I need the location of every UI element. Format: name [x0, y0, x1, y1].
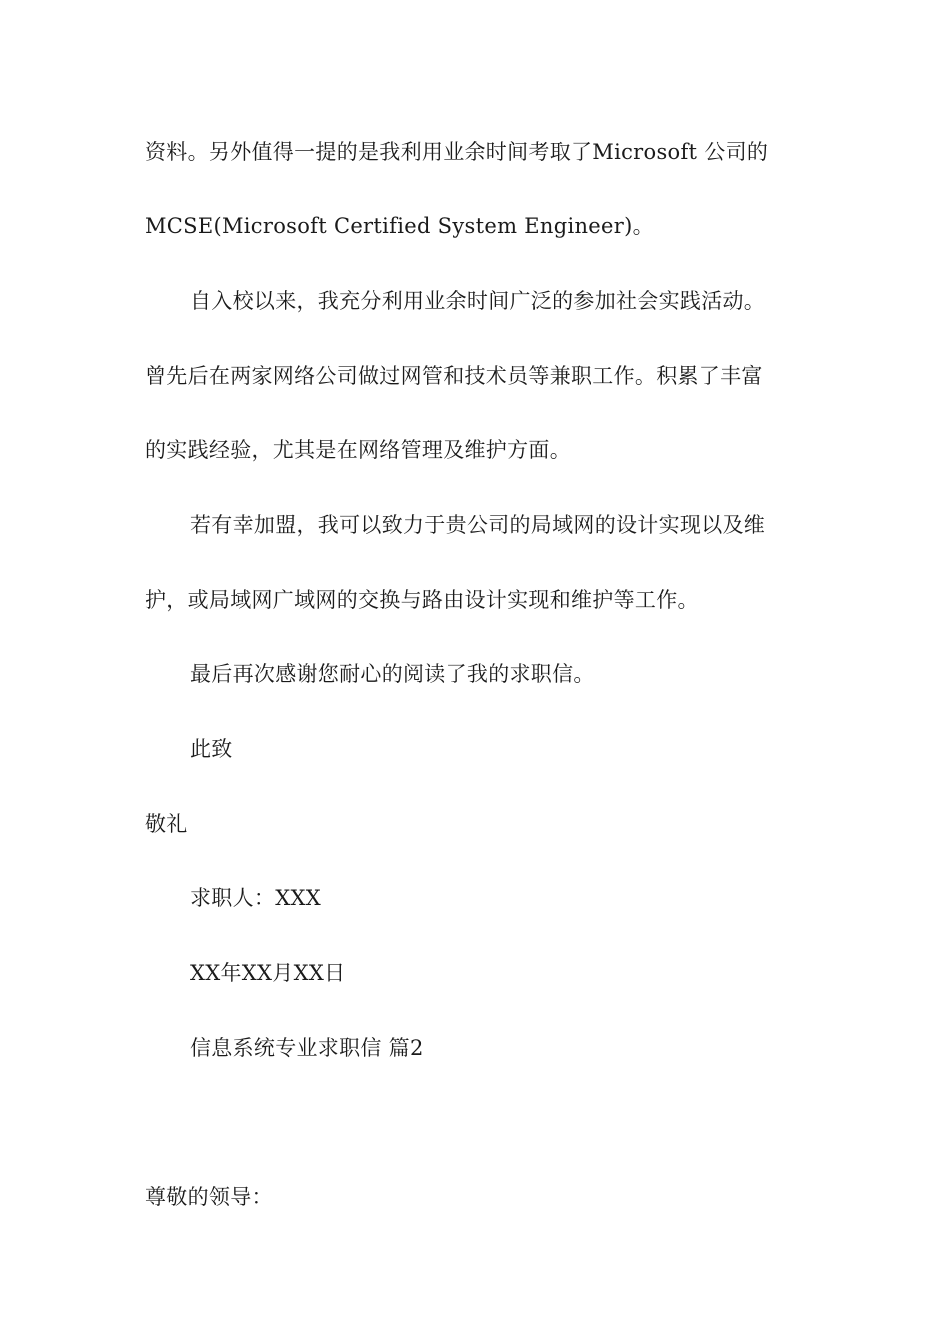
paragraph-line: 资料。另外值得一提的是我利用业余时间考取了Microsoft 公司的: [145, 140, 769, 164]
section-title: 信息系统专业求职信 篇2: [190, 1036, 424, 1060]
letter-greeting: 尊敬的领导：: [145, 1185, 273, 1209]
paragraph-line: 的实践经验，尤其是在网络管理及维护方面。: [145, 438, 571, 462]
paragraph-line: MCSE(Microsoft Certified System Engineer)。: [145, 214, 654, 238]
paragraph-line: 护，或局域网广域网的交换与路由设计实现和维护等工作。: [145, 588, 699, 612]
signature-date: XX年XX月XX日: [190, 961, 346, 985]
closing-thanks: 最后再次感谢您耐心的阅读了我的求职信。: [190, 662, 595, 686]
paragraph-line: 自入校以来，我充分利用业余时间广泛的参加社会实践活动。: [190, 289, 766, 313]
paragraph-line: 曾先后在两家网络公司做过网管和技术员等兼职工作。积累了丰富: [145, 364, 763, 388]
salutation-regards: 敬礼: [145, 812, 188, 836]
paragraph-line: 若有幸加盟，我可以致力于贵公司的局域网的设计实现以及维: [190, 513, 766, 537]
salutation-closing: 此致: [190, 737, 233, 761]
signature-applicant: 求职人：XXX: [190, 886, 321, 910]
